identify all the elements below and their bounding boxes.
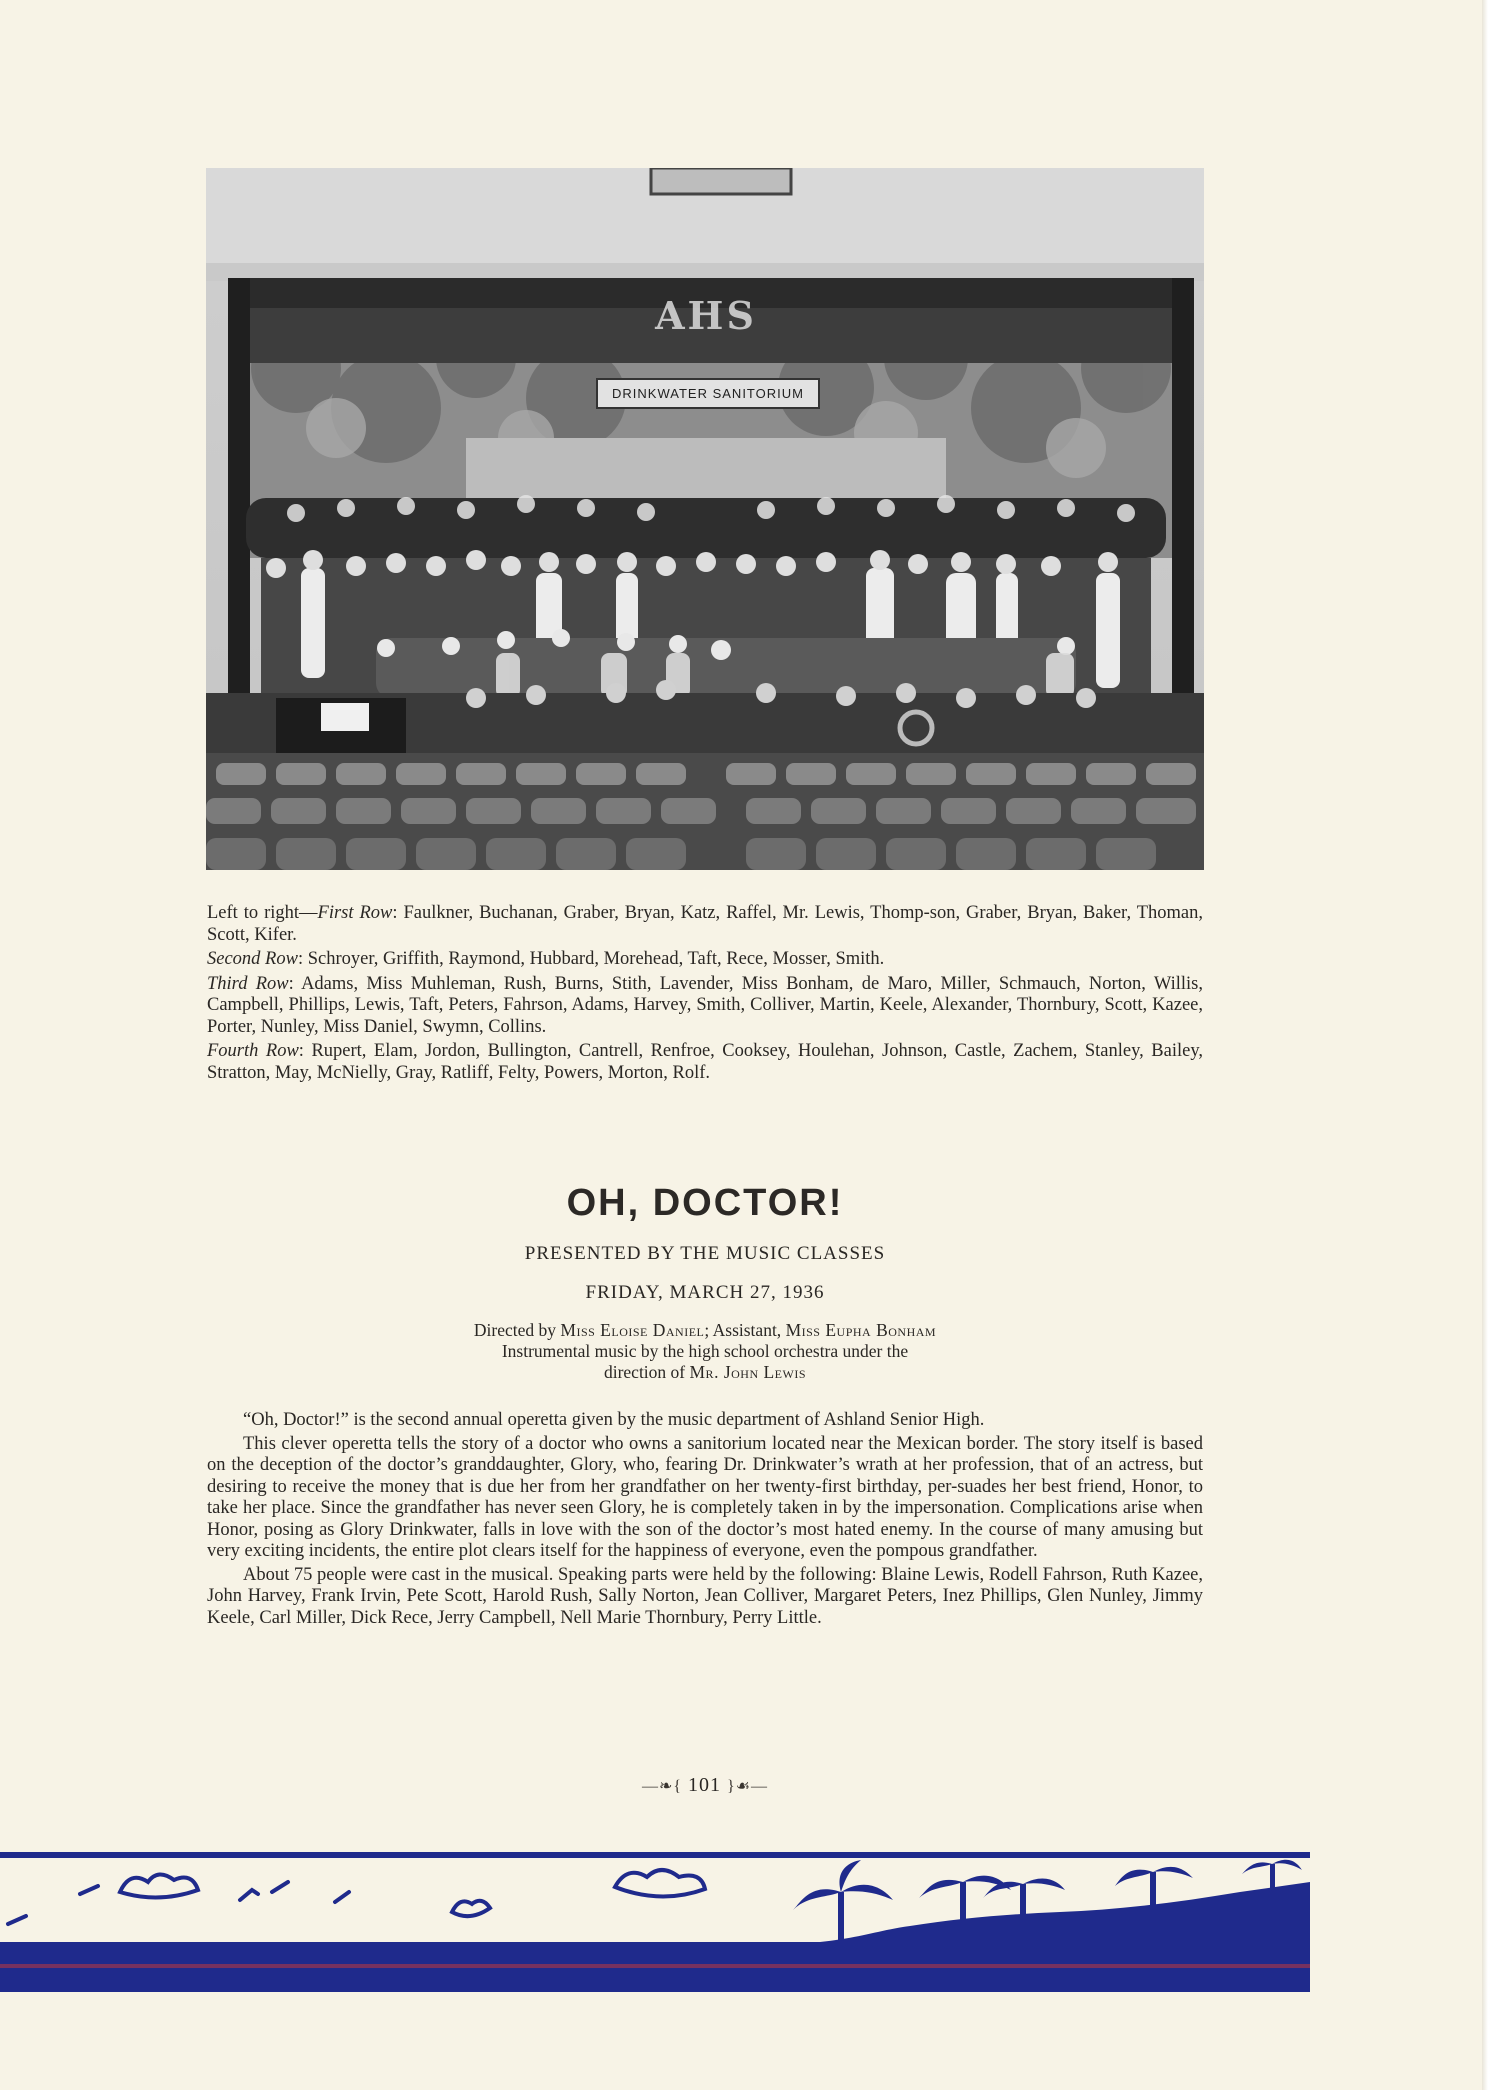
direction-prefix: direction of [603,1362,690,1382]
credits [207,1320,1203,1383]
folio-ornament-right: }☙— [727,1778,769,1795]
caption-row-names: : Adams, Miss Muhleman, Rush, Burns, Stith, Lavender, Miss Bonham, de Maro, Miller, Schmauch, Norton, Willis, Campbell, Phillips, Lewis, Taft, Peters, Fahrson, Adams, Harvey, Smith, Colliver, Martin, Keele, Alexander, Thornbury, Scott, Kazee, Porter, Nunley, Miss Daniel, Swymn, Collins. [207,973,1203,1037]
page-number-value: 101 [688,1774,722,1796]
caption-row-names: : Rupert, Elam, Jordon, Bullington, Cantrell, Renfroe, Cooksey, Houlehan, Johnson, Castle, Zachem, Stanley, Bailey, Stratton, May, McNielly, Gray, Ratliff, Felty, Powers, Morton, Rolf. [207,1041,1204,1083]
caption-row-label: Fourth Row [207,1041,299,1061]
caption-row-names: : Schroyer, Griffith, Raymond, Hubbard, Morehead, Taft, Rece, Mosser, Smith. [297,949,885,969]
assistant-name: Miss Eupha Bonham [785,1320,937,1340]
cast-photo [206,168,1204,870]
footer-illustration [0,1852,1310,1992]
body-paragraph: About 75 people were cast in the musical. Speaking parts were held by the following: Blaine Lewis, Rodell Fahrson, Ruth Kazee, John Harvey, Frank Irvin, Pete Scott, Harold Rush, Sally Norton, Jean Colliver, Margaret Peters, Inez Phillips, Glen Nunley, Jimmy Keele, Carl Miller, Dick Rece, Jerry Campbell, Nell Marie Thornbury, Perry Little. [207,1564,1203,1628]
stage-monogram: AHS [655,293,757,338]
credits-line-3 [207,1362,1203,1383]
caption-row-4 [207,1041,1203,1084]
credits-line-2: Instrumental music by the high school orchestra under the [501,1341,909,1361]
caption-row-label: Second Row [207,949,298,969]
stage-sign: DRINKWATER SANITORIUM [596,378,820,409]
credits-line-1 [207,1320,1203,1341]
folio-ornament-left: —❧{ [641,1778,683,1795]
caption-row-names: : Faulkner, Buchanan, Graber, Bryan, Katz, Raffel, Mr. Lewis, Thomp-son, Graber, Bryan, Baker, Thoman, Scott, Kifer. [207,903,1203,945]
page-edge [1482,0,1488,2090]
caption-row-2 [207,949,1203,971]
caption-intro: Left to right— [207,903,318,923]
conductor-name: Mr. John Lewis [689,1362,807,1382]
article-body [207,1410,1203,1631]
cast-photo-drawing [206,168,1204,870]
caption-row-3 [207,974,1203,1039]
page-title: OH, DOCTOR! [566,1182,844,1224]
caption-row-1 [207,903,1203,946]
decorative-footer-band [0,1852,1310,1992]
subtitle: PRESENTED BY THE MUSIC CLASSES [524,1243,886,1264]
body-paragraph: “Oh, Doctor!” is the second annual operetta given by the music department of Ashland Senior High. [243,1410,985,1430]
body-paragraph: This clever operetta tells the story of a doctor who owns a sanitorium located near the Mexican border. The story itself is based on the deception of the doctor’s granddaughter, Glory, who, fearing Dr. Drinkwater’s wrath at her profession, that of an actress, but desiring to receive the money that is due her from her grandfather on her twenty-first birthday, per-suades her best friend, Honor, to take her place. Since the grandfather has never seen Glory, he is completely taken in by the impersonation. Complications arise when Honor, posing as Glory Drinkwater, falls in love with the son of the doctor’s most hated enemy. In the course of many amusing but very exciting incidents, the entire plot clears itself for the happiness of everyone, even the pompous grandfather. [207,1433,1203,1561]
photo-caption [207,903,1203,1087]
performance-date: FRIDAY, MARCH 27, 1936 [585,1282,825,1303]
page-number [207,1774,1203,1797]
directed-prefix: Directed by [473,1320,561,1340]
assistant-prefix: ; Assistant, [704,1320,786,1340]
caption-row-label: First Row [317,903,393,923]
director-name: Miss Eloise Daniel [560,1320,705,1340]
caption-row-label: Third Row [207,973,289,994]
